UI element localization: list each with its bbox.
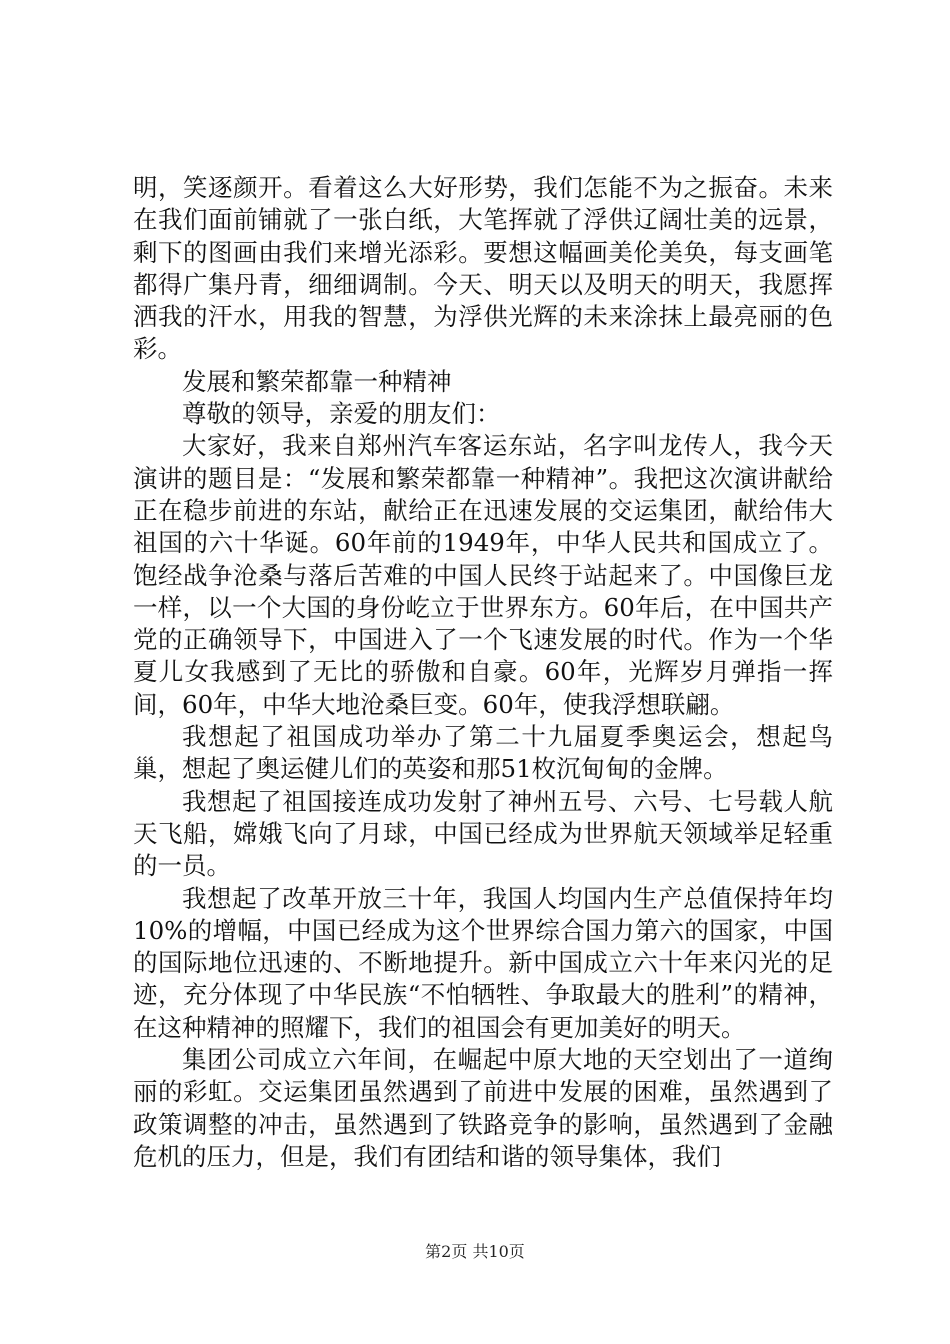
page-footer xyxy=(0,1240,950,1264)
page-number-label: 第2页 共10页 xyxy=(425,1242,525,1261)
document-body xyxy=(133,172,833,1173)
speech-title: 发展和繁荣都靠一种精神 xyxy=(182,366,452,396)
paragraph: 集团公司成立六年间，在崛起中原大地的天空划出了一道绚丽的彩虹。交运集团虽然遇到了前进中发展的困难，虽然遇到了政策调整的冲击，虽然遇到了铁路竞争的影响，虽然遇到了金融危机的压力，但是，我们有团结和谐的领导集体，我们 xyxy=(133,1045,833,1171)
paragraph: 我想起了祖国接连成功发射了神州五号、六号、七号载人航天飞船，嫦娥飞向了月球，中国已经成为世界航天领域举足轻重的一员。 xyxy=(133,786,833,881)
paragraph: 大家好，我来自郑州汽车客运东站，名字叫龙传人，我今天演讲的题目是：“发展和繁荣都靠一种精神”。我把这次演讲献给正在稳步前进的东站，献给正在迅速发展的交运集团，献给伟大祖国的六十华诞。60年前的1949年，中华人民共和国成立了。饱经战争沧桑与落后苦难的中国人民终于站起来了。中国像巨龙一样，以一个大国的身份屹立于世界东方。60年后，在中国共产党的正确领导下，中国进入了一个飞速发展的时代。作为一个华夏儿女我感到了无比的骄傲和自豪。60年，光辉岁月弹指一挥间，60年，中华大地沧桑巨变。60年，使我浮想联翩。 xyxy=(133,431,833,719)
salutation: 尊敬的领导，亲爱的朋友们： xyxy=(182,399,501,429)
paragraph: 我想起了祖国成功举办了第二十九届夏季奥运会，想起鸟巢，想起了奥运健儿们的英姿和那51枚沉甸甸的金牌。 xyxy=(133,722,833,784)
paragraph: 明，笑逐颜开。看着这么大好形势，我们怎能不为之振奋。未来在我们面前铺就了一张白纸，大笔挥就了浮供辽阔壮美的远景，剩下的图画由我们来增光添彩。要想这幅画美伦美奂，每支画笔都得广集丹青，细细调制。今天、明天以及明天的明天，我愿挥洒我的汗水，用我的智慧，为浮供光辉的未来涂抹上最亮丽的色彩。 xyxy=(133,173,833,364)
paragraph: 我想起了改革开放三十年，我国人均国内生产总值保持年均10%的增幅，中国已经成为这个世界综合国力第六的国家，中国的国际地位迅速的、不断地提升。新中国成立六十年来闪光的足迹，充分体现了中华民族“不怕牺牲、争取最大的胜利”的精神，在这种精神的照耀下，我们的祖国会有更加美好的明天。 xyxy=(133,883,833,1042)
